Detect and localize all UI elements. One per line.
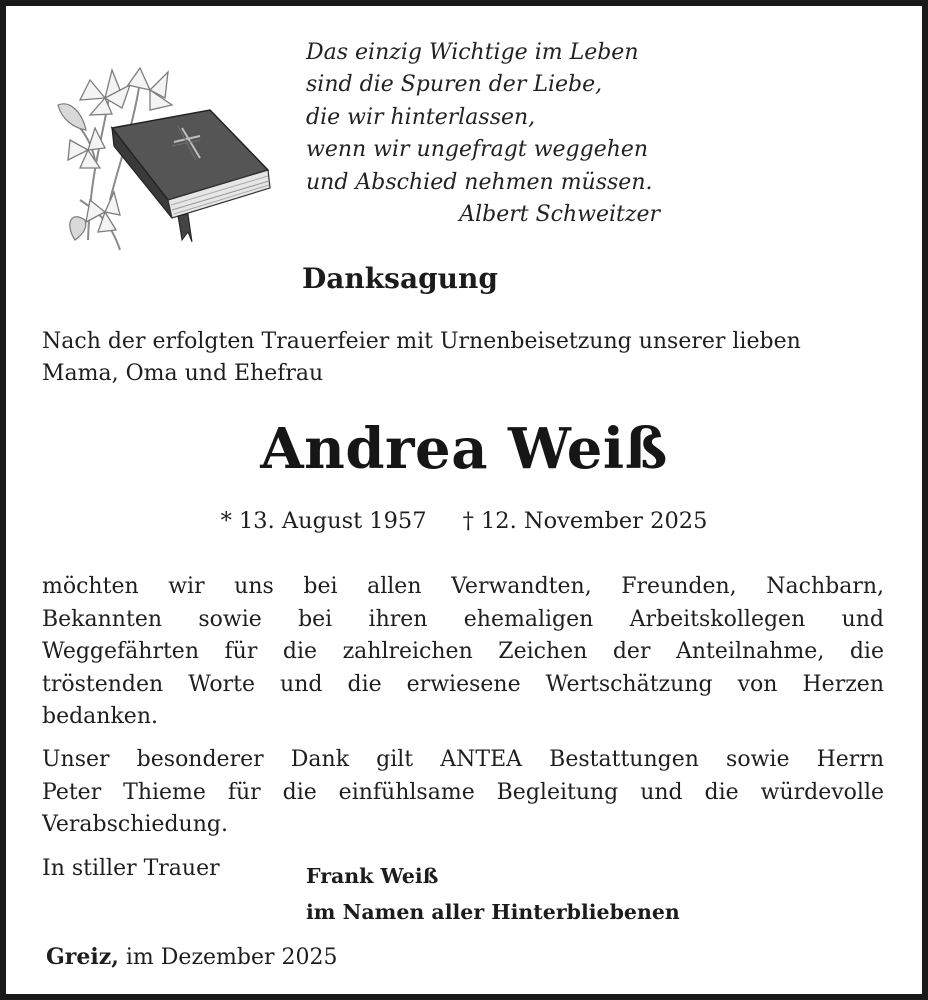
signer-note: im Namen aller Hinterbliebenen	[306, 900, 680, 924]
paragraph-line: Bekannten sowie bei ihren ehemaligen Arbeitskollegen und	[42, 606, 884, 632]
paragraph-line: tröstenden Worte und die erwiesene Wertschätzung von Herzen	[42, 671, 884, 697]
birth-date: * 13. August 1957	[220, 508, 427, 534]
quote-line: Das einzig Wichtige im Leben	[306, 40, 639, 65]
mourning-label: In stiller Trauer	[42, 856, 220, 881]
intro-text	[42, 326, 898, 389]
notice-heading: Danksagung	[302, 262, 498, 295]
thanks-paragraph	[42, 571, 884, 734]
date: im Dezember 2025	[125, 945, 338, 970]
place: Greiz,	[46, 944, 119, 970]
death-date: † 12. November 2025	[462, 508, 708, 534]
quote-author: Albert Schweitzer	[459, 202, 660, 228]
special-thanks-paragraph	[42, 744, 884, 842]
paragraph-line: bedanken.	[42, 704, 158, 729]
intro-line: Mama, Oma und Ehefrau	[42, 360, 324, 386]
quote-line: sind die Spuren der Liebe,	[306, 72, 603, 98]
paragraph-line: Peter Thieme für die einfühlsame Begleitung und die würdevolle	[42, 779, 884, 805]
paragraph-line: möchten wir uns bei allen Verwandten, Freunden, Nachbarn,	[42, 574, 884, 599]
bible-with-lilies-icon	[50, 50, 272, 256]
memorial-quote	[306, 37, 666, 231]
paragraph-line: Unser besonderer Dank gilt ANTEA Bestattungen sowie Herrn	[42, 747, 884, 772]
life-dates	[6, 508, 922, 534]
place-and-date	[46, 944, 338, 970]
paragraph-line: Weggefährten für die zahlreichen Zeichen der Anteilnahme, die	[42, 639, 884, 664]
deceased-name: Andrea Weiß	[260, 416, 668, 482]
intro-line: Nach der erfolgten Trauerfeier mit Urnenbeisetzung unserer lieben	[42, 329, 801, 354]
signers	[306, 858, 680, 930]
quote-line: die wir hinterlassen,	[306, 104, 536, 130]
quote-line: und Abschied nehmen müssen.	[306, 169, 653, 195]
signer-name: Frank Weiß	[306, 864, 439, 888]
quote-line: wenn wir ungefragt weggehen	[306, 137, 649, 163]
paragraph-line: Verabschiedung.	[42, 812, 228, 837]
